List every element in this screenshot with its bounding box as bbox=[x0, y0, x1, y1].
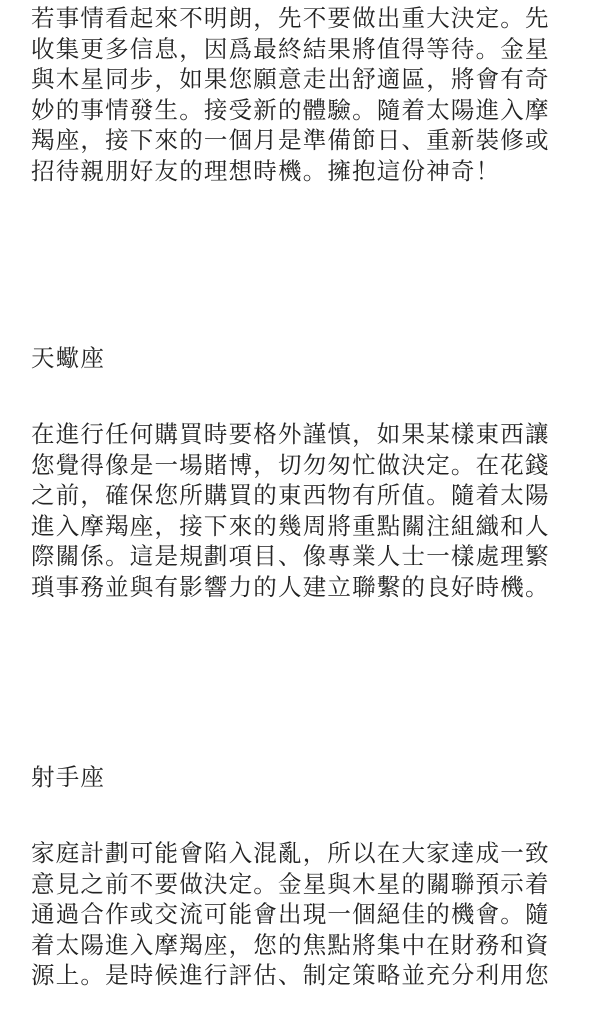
paragraph-line: 在進行任何購買時要格外謹慎，如果某樣東西讓 bbox=[31, 420, 550, 448]
paragraph-line: 與木星同步，如果您願意走出舒適區，將會有奇 bbox=[31, 65, 550, 93]
paragraph-line: 進入摩羯座，接下來的幾周將重點關注組織和人 bbox=[31, 511, 550, 540]
paragraph-line: 着太陽進入摩羯座，您的焦點將集中在財務和資 bbox=[31, 930, 550, 959]
paragraph-line: 際關係。這是規劃項目、像專業人士一樣處理繁 bbox=[31, 542, 550, 570]
paragraph-line: 羯座，接下來的一個月是準備節日、重新裝修或 bbox=[31, 126, 550, 154]
paragraph-line: 收集更多信息，因爲最終結果將值得等待。金星 bbox=[31, 34, 550, 63]
paragraph-scorpio bbox=[31, 419, 591, 602]
paragraph-line: 源上。是時候進行評估、制定策略並充分利用您 bbox=[31, 961, 550, 989]
paragraph-line: 瑣事務並與有影響力的人建立聯繫的良好時機。 bbox=[31, 572, 550, 601]
heading-scorpio: 天蠍座 bbox=[31, 344, 106, 372]
paragraph-line: 若事情看起來不明朗，先不要做出重大決定。先 bbox=[31, 4, 550, 32]
paragraph-sagittarius bbox=[31, 838, 591, 991]
paragraph-line: 之前，確保您所購買的東西物有所值。隨着太陽 bbox=[31, 481, 550, 509]
heading-sagittarius: 射手座 bbox=[31, 763, 106, 791]
paragraph-previous-sign bbox=[31, 3, 591, 186]
paragraph-line: 家庭計劃可能會陷入混亂，所以在大家達成一致 bbox=[31, 839, 550, 867]
paragraph-line: 招待親朋好友的理想時機。擁抱這份神奇！ bbox=[31, 156, 501, 185]
paragraph-line: 妙的事情發生。接受新的體驗。隨着太陽進入摩 bbox=[31, 95, 550, 124]
paragraph-line: 您覺得像是一場賭博，切勿匆忙做決定。在花錢 bbox=[31, 450, 550, 479]
paragraph-line: 意見之前不要做決定。金星與木星的關聯預示着 bbox=[31, 869, 550, 898]
paragraph-line: 通過合作或交流可能會出現一個絕佳的機會。隨 bbox=[31, 900, 550, 928]
